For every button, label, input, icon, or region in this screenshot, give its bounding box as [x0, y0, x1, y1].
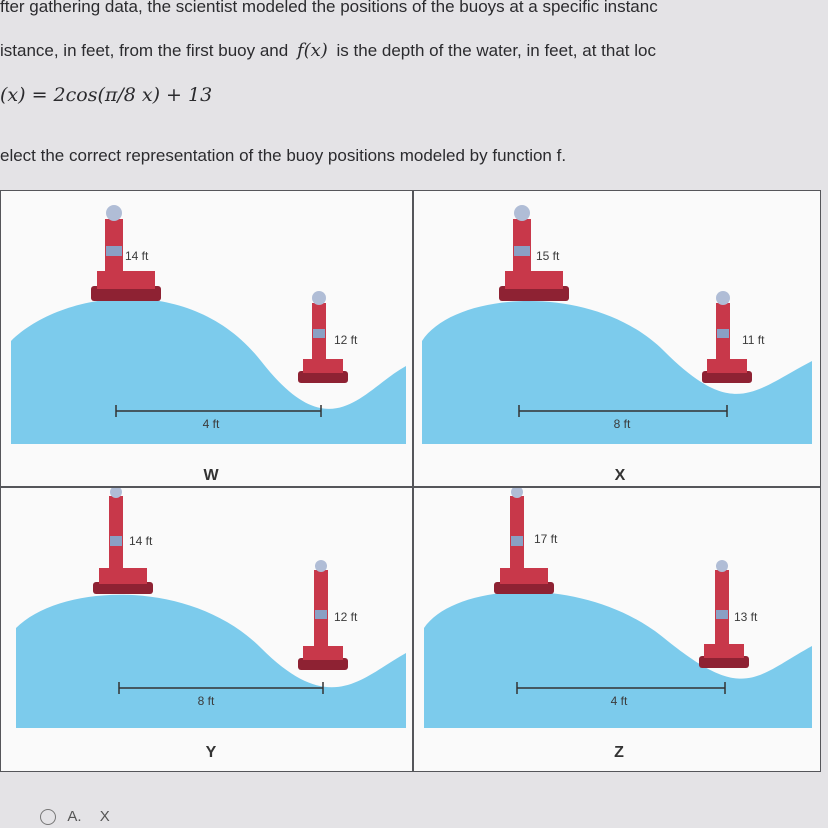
instruction-text: elect the correct representation of the buoy positions modeled by function f.	[0, 146, 567, 165]
left-buoy-height-label: 14 ft	[125, 249, 149, 263]
answer-choice-a[interactable]	[40, 808, 110, 825]
choice-value: X	[99, 808, 110, 825]
left-buoy-height-label: 17 ft	[534, 532, 558, 546]
question-text-line-2	[0, 40, 656, 61]
question-text-line-1: fter gathering data, the scientist modeled the positions of the buoys at a specific instanc	[0, 0, 658, 16]
option-panel-y[interactable]	[1, 488, 407, 781]
right-buoy-height-label: 12 ft	[334, 610, 358, 624]
right-buoy-height-label: 12 ft	[334, 333, 358, 347]
panel-label: W	[203, 467, 219, 484]
distance-label: 8 ft	[613, 417, 631, 431]
radio-button[interactable]	[40, 809, 56, 825]
function-formula: (x) = 2cos(π/8 x) + 13	[0, 84, 213, 106]
answer-options-grid	[0, 190, 821, 772]
left-buoy-height-label: 14 ft	[129, 534, 153, 548]
wave-illustration-z	[414, 488, 820, 771]
distance-label: 4 ft	[610, 694, 628, 708]
function-notation: f(x)	[296, 40, 328, 61]
left-buoy-height-label: 15 ft	[536, 249, 560, 263]
right-buoy-height-label: 13 ft	[734, 610, 758, 624]
option-panel-z[interactable]	[414, 488, 820, 781]
option-panel-x[interactable]	[414, 191, 820, 484]
distance-label: 8 ft	[197, 694, 215, 708]
panel-label: X	[614, 467, 626, 484]
distance-label: 4 ft	[202, 417, 220, 431]
panel-label: Y	[205, 744, 217, 761]
right-buoy-height-label: 11 ft	[742, 333, 765, 347]
wave-illustration-y	[1, 488, 407, 771]
panel-label: Z	[614, 744, 624, 761]
question-text-part-a: istance, in feet, from the first buoy and	[0, 41, 289, 60]
choice-letter: A.	[67, 808, 82, 825]
question-text-part-b: is the depth of the water, in feet, at that loc	[336, 41, 656, 60]
option-panel-w[interactable]	[1, 191, 407, 484]
